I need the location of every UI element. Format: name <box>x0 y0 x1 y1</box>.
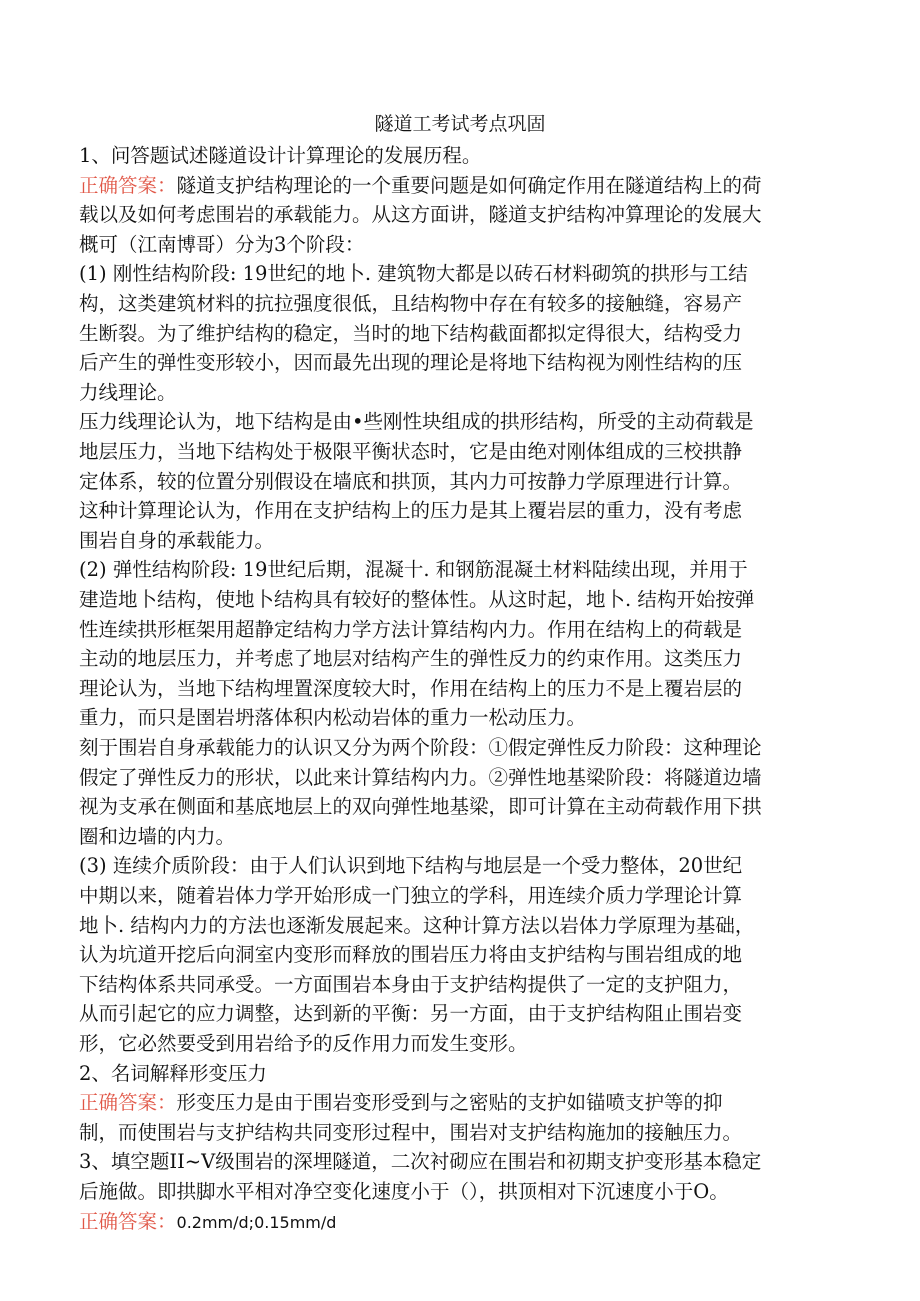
text-line <box>79 999 859 1028</box>
text-line <box>79 1207 859 1237</box>
text-line <box>79 1029 859 1058</box>
answer-label: 正确答案： <box>79 1091 177 1115</box>
text-line <box>79 792 859 821</box>
text-line <box>79 141 859 170</box>
line-text: 概可（江南博哥）分为3个阶段： <box>79 232 365 256</box>
line-text: 刻于围岩自身承载能力的认识又分为两个阶段：①假定弹性反力阶段：这种理论 <box>79 736 762 759</box>
text-line <box>79 526 859 555</box>
text-line <box>79 437 859 466</box>
line-text: 3、填空题II~V级围岩的深埋隧道，二次衬砌应在围岩和初期支护变形基本稳定 <box>79 1150 762 1174</box>
line-text: 假定了弹性反力的形状，以此来计算结构内力。②弹性地基梁阶段：将隧道边墙 <box>79 765 762 789</box>
line-text: 这种计算理论认为，作用在支护结构上的压力是其上覆岩层的重力，没有考虑 <box>79 499 743 523</box>
answer-text: 0.2mm∕d;0.15mm∕d <box>176 1212 337 1232</box>
line-text: 理论认为，当地下结构埋置深度较大时，作用在结构上的压力不是上覆岩层的 <box>79 676 743 700</box>
answer-text: 形变压力是由于围岩变形受到与之密贴的支护如锚喷支护等的抑 <box>176 1091 723 1115</box>
text-line <box>79 230 859 259</box>
line-text: 定体系，较的位置分别假设在墙底和拱顶，其内力可按静力学原理进行计算。 <box>79 469 743 493</box>
document-title: 隧道工考试考点巩固 <box>374 113 546 135</box>
text-line <box>79 703 859 732</box>
line-text: 认为坑道开挖后向洞室内变形而释放的围岩压力将由支护结构与围岩组成的地 <box>79 943 743 967</box>
text-line <box>79 1088 859 1117</box>
line-text: 形，它必然要受到用岩给予的反作用力而发生变形。 <box>79 1032 528 1055</box>
answer-label: 正确答案： <box>79 173 177 197</box>
line-text: 围岩自身的承载能力。 <box>79 528 275 552</box>
text-line <box>79 822 859 851</box>
text-line <box>79 940 859 969</box>
line-text: 地卜. 结构内力的方法也逐渐发展起来。这种计算方法以岩体力学原理为基础， <box>79 913 755 937</box>
text-line <box>79 644 859 673</box>
line-text: 2、名词解释形变压力 <box>79 1061 267 1085</box>
line-text: 地层压力，当地下结构处于极限平衡状态时，它是由绝对刚体组成的三校拱静 <box>79 440 743 463</box>
text-line <box>79 1177 859 1206</box>
line-text: 构，这类建筑材料的抗拉强度很低，且结构物中存在有较多的接触缝，容易产 <box>79 292 743 315</box>
text-line <box>79 348 859 377</box>
text-line <box>79 1059 859 1088</box>
text-line <box>79 1118 859 1147</box>
line-text: 下结构体系共同承受。一方面围岩本身由于支护结构提供了一定的支护阻力， <box>79 972 743 996</box>
text-line <box>79 319 859 348</box>
line-text: (1) 刚性结构阶段: 19世纪的地卜. 建筑物大都是以砖石材料砌筑的拱形与工结 <box>79 262 748 286</box>
text-line <box>79 171 859 200</box>
text-line <box>79 496 859 525</box>
line-text: 制，而使围岩与支护结构共同变形过程中，围岩对支护结构施加的接触压力。 <box>79 1120 743 1144</box>
line-text: 中期以来，随着岩体力学开始形成一门独立的学科，用连续介质力学理论计算 <box>79 884 743 907</box>
line-text: 力线理论。 <box>79 380 177 404</box>
text-line <box>79 259 859 288</box>
line-text: 性连续拱形框架用超静定结构力学方法计算结构内力。作用在结构上的荷载是 <box>79 617 743 641</box>
line-text: (3) 连续介质阶段：由于人们认识到地下结构与地层是一个受力整体，20世纪 <box>79 854 743 878</box>
text-line <box>79 378 859 407</box>
text-line <box>79 467 859 496</box>
text-line <box>79 585 859 614</box>
line-text: (2) 弹性结构阶段: 19世纪后期，混凝十. 和钢筋混凝土材料陆续出现，并用于 <box>79 558 748 582</box>
answer-label: 正确答案： <box>79 1209 177 1233</box>
line-text: 压力线理论认为，地下结构是由•些刚性块组成的拱形结构，所受的主动荷载是 <box>79 410 754 434</box>
text-line <box>79 881 859 910</box>
line-text: 视为支承在侧面和基底地层上的双向弹性地基梁，即可计算在主动荷载作用下拱 <box>79 795 762 819</box>
text-line <box>79 733 859 762</box>
text-line <box>79 289 859 318</box>
line-text: 重力，而只是圉岩坍落体积内松动岩体的重力一松动压力。 <box>79 706 587 730</box>
text-line <box>79 407 859 436</box>
text-line <box>79 200 859 229</box>
line-text: 圈和边墙的内力。 <box>79 824 236 848</box>
text-line <box>79 911 859 940</box>
line-text: 生断裂。为了维护结构的稳定，当时的地下结构截面都拟定得很大，结构受力 <box>79 321 743 345</box>
text-line <box>79 615 859 644</box>
line-text: 1、问答题试述隧道设计计算理论的发展历程。 <box>79 144 482 167</box>
text-line <box>79 674 859 703</box>
line-text: 后施做。即拱脚水平相对净空变化速度小于（），拱顶相对下沉速度小于O。 <box>79 1180 729 1203</box>
answer-text: 隧道支护结构理论的一个重要问题是如何确定作用在隧道结构上的荷 <box>176 173 762 197</box>
line-text: 主动的地层压力，并考虑了地层对结构产生的弹性反力的约束作用。这类压力 <box>79 647 743 671</box>
text-line <box>79 851 859 880</box>
text-line <box>79 555 859 584</box>
line-text: 载以及如何考虑围岩的承载能力。从这方面讲，隧道支护结构冲算理论的发展大 <box>79 203 762 227</box>
line-text: 从而引起它的应力调整，达到新的平衡：另一方面，由于支护结构阻止围岩变 <box>79 1002 743 1026</box>
text-line <box>79 970 859 999</box>
text-line <box>79 1147 859 1176</box>
line-text: 后产生的弹性变形较小，因而最先出现的理论是将地下结构视为刚性结构的压 <box>79 351 743 375</box>
text-line <box>79 763 859 792</box>
line-text: 建造地卜结构，使地卜结构具有较好的整体性。从这时起，地卜. 结构开始按弹 <box>79 588 755 611</box>
